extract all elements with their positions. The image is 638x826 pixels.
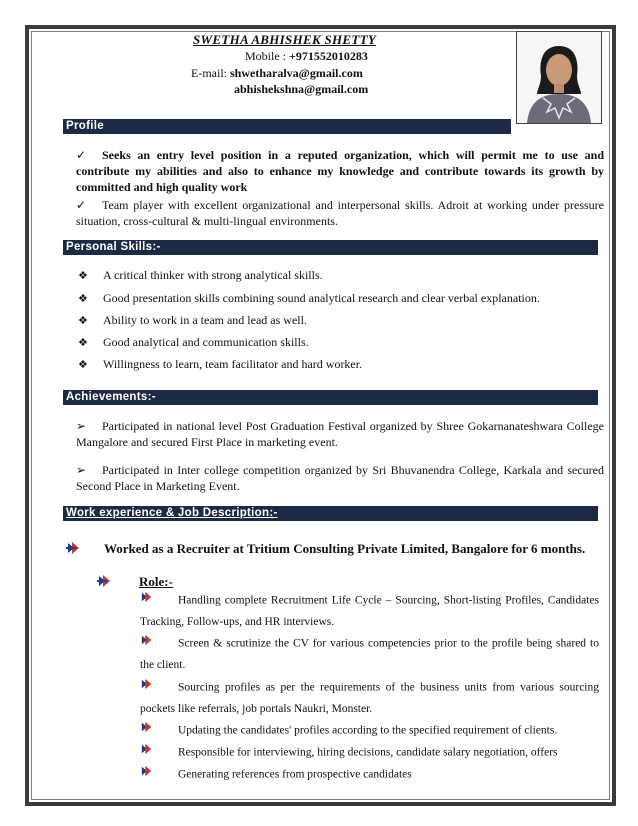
multi-arrow-icon <box>140 764 178 786</box>
check-icon: ✓ <box>76 148 87 162</box>
multi-arrow-icon <box>66 541 104 559</box>
email-secondary: abhishekshna@gmail.com <box>234 82 369 96</box>
job-title: Worked as a Recruiter at Tritium Consulting Private Limited, Bangalore for 6 months. <box>66 540 600 559</box>
multi-arrow-icon <box>140 677 178 699</box>
achievement-item-2: ➢ Participated in Inter college competition organized by Sri Bhuvanendra College, Karkala and secured Second Place in Marketing Event. <box>76 463 604 493</box>
achievements-heading: Achievements:- <box>63 390 598 405</box>
diamond-bullet-icon: ❖ <box>78 269 88 282</box>
multi-arrow-icon <box>140 720 178 742</box>
mobile-number: +971552010283 <box>289 49 368 63</box>
diamond-bullet-icon: ❖ <box>78 314 88 327</box>
multi-arrow-icon <box>140 633 178 655</box>
email-line <box>191 66 363 81</box>
duty-item-6: Generating references from prospective candidates <box>140 764 599 786</box>
role-label: Role:- <box>139 574 173 589</box>
duty-item-5: Responsible for interviewing, hiring decisions, candidate salary negotiation, offers <box>140 742 599 764</box>
duty-item-4: Updating the candidates' profiles according to the specified requirement of clients. <box>140 720 599 742</box>
diamond-bullet-icon: ❖ <box>78 292 88 305</box>
skill-item-1: ❖ A critical thinker with strong analytical skills. <box>78 268 323 282</box>
skill-item-3: ❖ Ability to work in a team and lead as well. <box>78 313 307 327</box>
candidate-name: SWETHA ABHISHEK SHETTY <box>193 32 377 47</box>
multi-arrow-icon <box>140 742 178 764</box>
profile-heading: Profile <box>63 119 511 134</box>
mobile-label: Mobile : <box>245 49 289 63</box>
diamond-bullet-icon: ❖ <box>78 336 88 349</box>
arrow-bullet-icon: ➢ <box>76 419 87 433</box>
diamond-bullet-icon: ❖ <box>78 358 88 371</box>
skill-item-2: ❖ Good presentation skills combining sound analytical research and clear verbal explanation. <box>78 291 540 305</box>
profile-item-1: ✓ Seeks an entry level position in a reputed organization, which will permit me to use and contribute my abilities and also to enhance my knowledge and contribute towards its growth by committed and high quality work <box>76 148 604 194</box>
email-primary: shwetharalva@gmail.com <box>230 66 363 80</box>
skill-item-5: ❖ Willingness to learn, team facilitator and hard worker. <box>78 357 363 371</box>
email-label: E-mail: <box>191 66 230 80</box>
multi-arrow-icon <box>97 574 139 592</box>
profile-photo <box>516 31 602 124</box>
skills-heading: Personal Skills:- <box>63 240 598 255</box>
check-icon: ✓ <box>76 198 87 212</box>
arrow-bullet-icon: ➢ <box>76 463 87 477</box>
multi-arrow-icon <box>140 590 178 612</box>
duty-item-1: Handling complete Recruitment Life Cycle – Sourcing, Short-listing Profiles, Candidates Tracking, Follow-ups, and HR interviews. <box>140 590 599 633</box>
work-heading: Work experience & Job Description:- <box>63 506 598 521</box>
profile-item-2: ✓ Team player with excellent organizational and interpersonal skills. Adroit at working under pressure situation, cross-cultural & multi-lingual environments. <box>76 198 604 228</box>
duty-item-3: Sourcing profiles as per the requirements of the business units from various sourcing pockets like referrals, job portals Naukri, Monster. <box>140 677 599 720</box>
achievement-item-1: ➢ Participated in national level Post Graduation Festival organized by Shree Gokarnanateshwara College Mangalore and secured First Place in marketing event. <box>76 419 604 449</box>
mobile-line <box>245 49 368 64</box>
duty-item-2: Screen & scrutinize the CV for various competencies prior to the profile being shared to the client. <box>140 633 599 676</box>
skill-item-4: ❖ Good analytical and communication skills. <box>78 335 309 349</box>
